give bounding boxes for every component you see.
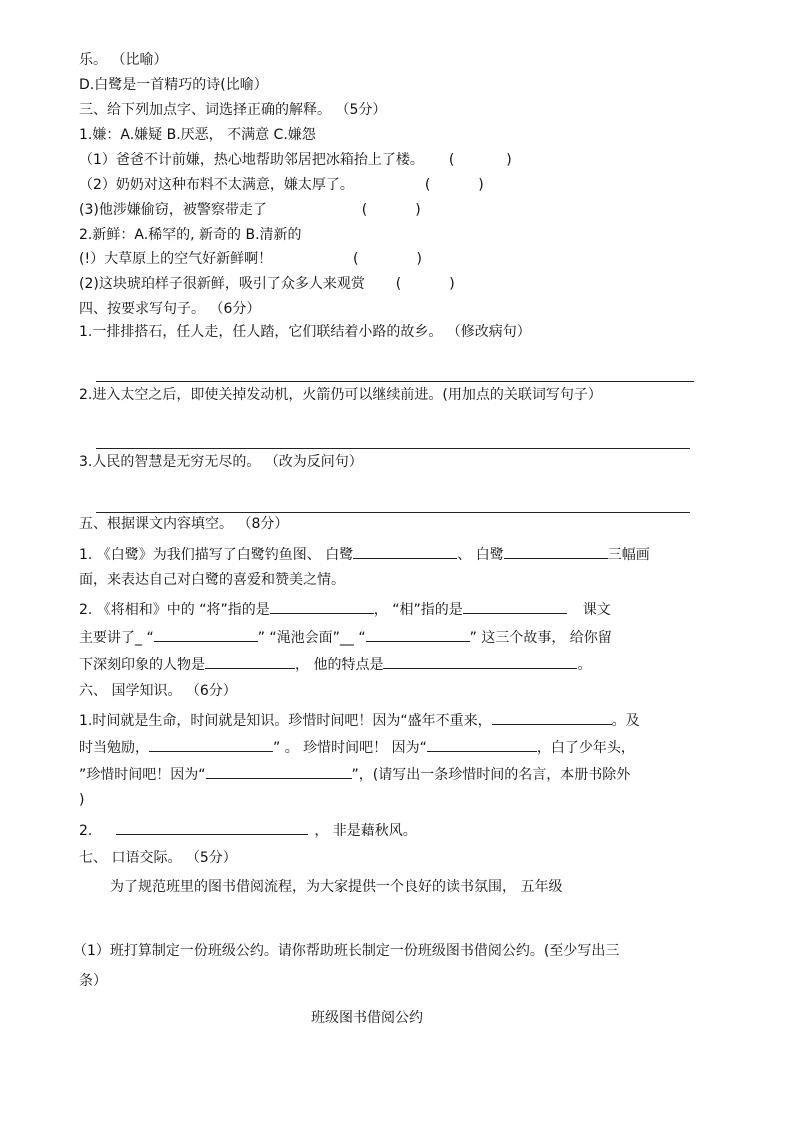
section-4-heading: 四、按要求写句子。 （6分）: [79, 301, 261, 317]
q5-1-line-b: 面，来表达自己对白鹭的喜爱和赞美之情。: [79, 572, 345, 588]
answer-paren[interactable]: ( ): [361, 202, 421, 218]
q7-1-line-b: 条）: [79, 973, 107, 989]
text: 2.: [79, 823, 93, 839]
fill-blank[interactable]: [463, 599, 567, 614]
text: 主要讲了_ “: [79, 630, 154, 646]
text: ， “相”指的是: [373, 602, 463, 618]
text: ” 。 珍惜时间吧！ 因为“: [273, 740, 427, 756]
fill-blank[interactable]: [353, 544, 457, 559]
text: 时当勉励，: [79, 740, 149, 756]
q5-1-line-a: [79, 544, 650, 564]
text: 三幅画: [607, 547, 650, 563]
answer-line[interactable]: [96, 448, 690, 449]
answer-paren[interactable]: ( ): [424, 177, 484, 193]
q3-1-sentence-a: [79, 151, 512, 169]
fill-blank[interactable]: [116, 820, 308, 835]
fill-blank[interactable]: [206, 764, 352, 779]
text: ，白了少年头，: [536, 740, 635, 756]
text: ”，(请写出一条珍惜时间的名言，本册书除外: [351, 767, 631, 783]
q6-1-line-b: [79, 737, 635, 757]
q3-1-options: 1.嫌：A.嫌疑 B.厌恶， 不满意 C.嫌怨: [79, 127, 316, 143]
sentence-text: （2）奶奶对这种布料不太满意，嫌太厚了。: [79, 177, 354, 193]
sentence-text: (2)这块琥珀样子很新鲜，吸引了众多人来观赏: [79, 276, 365, 292]
q5-2-line-c: [79, 654, 591, 674]
sentence-text: (3)他涉嫌偷窃，被警察带走了: [79, 202, 267, 218]
sentence-text: （1）爸爸不计前嫌，热心地帮助邻居把冰箱抬上了楼。: [79, 152, 424, 168]
answer-line[interactable]: [96, 512, 690, 513]
text: ”珍惜时间吧！因为“: [79, 767, 206, 783]
answer-line[interactable]: [96, 381, 694, 382]
fill-blank[interactable]: [427, 737, 537, 752]
fill-blank[interactable]: [270, 599, 374, 614]
fill-blank[interactable]: [366, 627, 470, 642]
text: 2. 《将相和》中的 “将”指的是: [79, 602, 270, 618]
q6-1-line-d: ): [79, 792, 85, 808]
text: 。及: [611, 713, 640, 729]
text: ” 这三个故事， 给你留: [469, 630, 612, 646]
q7-intro: 为了规范班里的图书借阅流程，为大家提供一个良好的读书氛围， 五年级: [110, 879, 563, 895]
fill-blank[interactable]: [504, 544, 608, 559]
text: 课文: [582, 602, 611, 618]
section-7-heading: 七、 口语交际。 （5分）: [79, 850, 237, 866]
text: 下深刻印象的人物是: [79, 657, 205, 673]
sentence-text: (!）大草原上的空气好新鲜啊！: [79, 251, 273, 267]
q4-1: 1.一排排搭石，任人走，任人踏，它们联结着小路的故乡。 （修改病句）: [79, 324, 531, 340]
q6-2: [79, 820, 417, 840]
section-5-heading: 五、根据课文内容填空。 （8分）: [79, 516, 289, 532]
text: 。: [577, 657, 592, 673]
text: 1. 《白鹭》为我们描写了白鹭钓鱼图、 白鹭: [79, 547, 354, 563]
fill-blank[interactable]: [492, 710, 612, 725]
answer-paren[interactable]: ( ): [352, 251, 422, 267]
section-6-heading: 六、 国学知识。 （6分）: [79, 683, 237, 699]
q7-1-line-a: （1）班打算制定一份班级公约。请你帮助班长制定一份班级图书借阅公约。(至少写出三: [73, 943, 620, 959]
fill-blank[interactable]: [149, 737, 273, 752]
convention-title: 班级图书借阅公约: [311, 1010, 423, 1026]
text: 、 白鹭: [457, 547, 504, 563]
option-d: D.白鹭是一首精巧的诗(比喻）: [79, 77, 268, 93]
fill-blank[interactable]: [383, 654, 577, 669]
q6-1-line-c: [79, 764, 630, 784]
text: 1.时间就是生命，时间就是知识。珍惜时间吧！因为“盛年不重来，: [79, 713, 492, 729]
text: ， 非是藉秋风。: [314, 823, 417, 839]
fill-blank[interactable]: [205, 654, 295, 669]
q3-1-sentence-b: [79, 176, 484, 194]
line-simile-ending: 乐。 （比喻）: [79, 52, 168, 68]
text: ， 他的特点是: [295, 657, 384, 673]
answer-paren[interactable]: ( ): [395, 276, 455, 292]
q3-2-sentence-b: [79, 275, 455, 293]
q6-1-line-a: [79, 710, 640, 730]
q3-1-sentence-c: [79, 201, 421, 219]
q3-2-sentence-a: [79, 250, 422, 268]
q4-2: 2.进入太空之后，即使关掉发动机，火箭仍可以继续前进。(用加点的关联词写句子）: [79, 387, 602, 403]
answer-paren[interactable]: ( ): [448, 152, 512, 168]
text: ” “渑池会面”__ “: [257, 630, 366, 646]
q4-3: 3.人民的智慧是无穷无尽的。 （改为反问句）: [79, 454, 363, 470]
q5-2-line-b: [79, 627, 612, 647]
fill-blank[interactable]: [154, 627, 258, 642]
section-3-heading: 三、给下列加点字、词选择正确的解释。 （5分）: [79, 102, 387, 118]
q3-2-options: 2.新鲜：A.稀罕的, 新奇的 B.清新的: [79, 227, 302, 243]
q5-2-line-a: [79, 599, 611, 619]
